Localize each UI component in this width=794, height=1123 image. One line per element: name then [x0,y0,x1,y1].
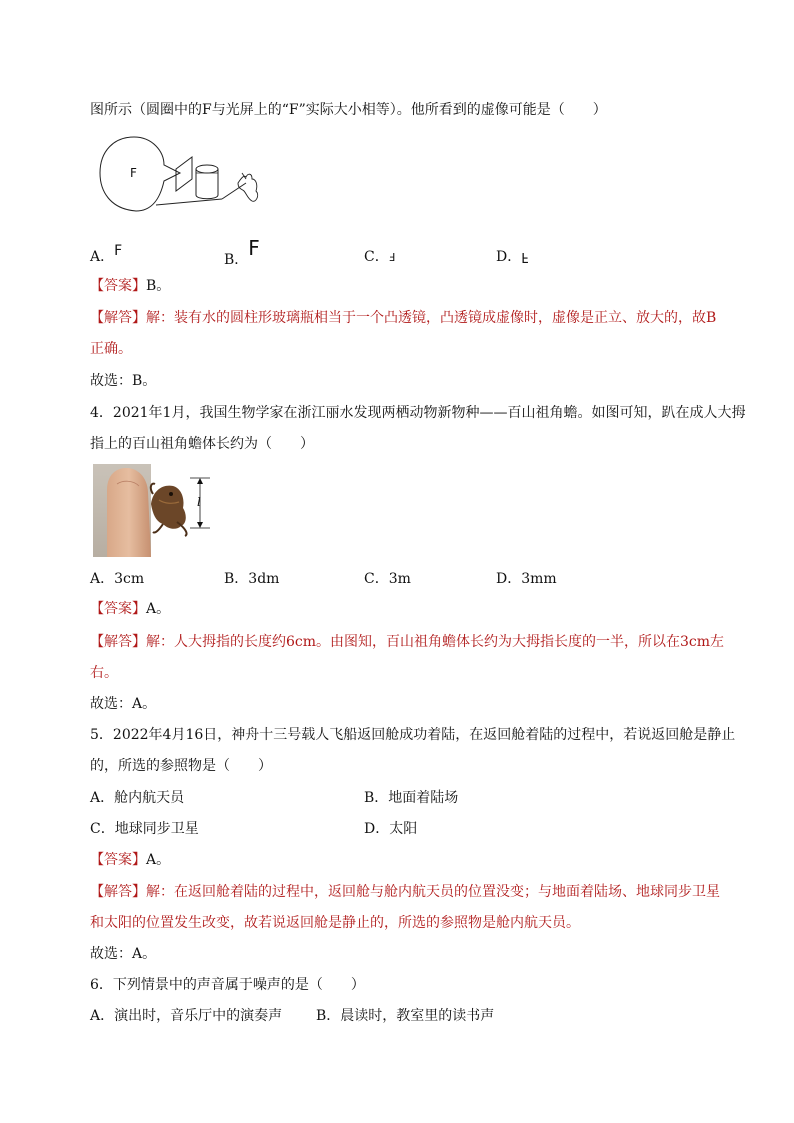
q4-choose: 故选：A。 [90,696,157,712]
q6-option-a: A．演出时，音乐厅中的演奏声 [90,1008,283,1024]
q5-option-a: A．舱内航天员 [90,790,185,806]
q4-figure-thumb-frog [93,464,211,557]
q3-analysis-line2: 正确。 [90,341,132,357]
glyph-f-rotated: F [388,250,396,263]
frog-image [151,486,186,529]
q5-option-c: C．地球同步卫星 [90,821,199,837]
q4-stem-line1: 4．2021年1月，我国生物学家在浙江丽水发现两栖动物新物种——百山祖角蟾。如图可知，趴在成人大拇 [90,405,746,421]
q4-analysis-line2: 右。 [90,665,118,681]
table-edge-1 [156,199,222,205]
q3-stem-tail: 图所示（圆圈中的F与光屏上的“F”实际大小相等）。他所看到的虚像可能是（ ） [90,102,607,118]
q4-answer: 【答案】A。 [90,601,171,617]
q5-answer: 【答案】A。 [90,852,171,868]
q3-option-d: D．F [496,247,529,268]
q5-analysis-line2: 和太阳的位置发生改变，故若说返回舱是静止的，所选的参照物是舱内航天员。 [90,915,580,931]
glyph-f-enlarged: F [248,236,260,260]
q4-option-d: D．3mm [496,571,557,587]
q3-option-b: B．F [224,236,260,268]
bottle-top [196,165,218,173]
q6-stem-line1: 6．下列情景中的声音属于噪声的是（ ） [90,977,365,993]
glyph-f-normal: F [114,243,123,259]
q4-option-b: B．3dm [224,571,280,587]
q4-analysis-line1: 【解答】解：人大拇指的长度约6cm。由图知，百山祖角蟾体长约为大拇指长度的一半，所以在3cm左 [90,634,725,650]
glyph-f-flipped: F [521,249,529,264]
q3-option-a: A．F [90,243,123,265]
q5-stem-line2: 的，所选的参照物是（ ） [90,758,272,774]
table-edge-2 [222,183,246,199]
q4-option-a: A．3cm [90,571,145,587]
q5-analysis-line1: 【解答】解：在返回舱着陆的过程中，返回舱与舱内航天员的位置没变；与地面着陆场、地球同步卫星 [90,884,720,900]
q3-analysis-line1: 【解答】解：装有水的圆柱形玻璃瓶相当于一个凸透镜，凸透镜成虚像时，虚像是正立、放大的，故B [90,310,717,326]
q3-figure-lens-setup [96,133,276,223]
hand-icon [238,174,258,201]
q5-stem-line1: 5．2022年4月16日，神舟十三号载人飞船返回舱成功着陆，在返回舱着陆的过程中，若说返回舱是静止 [90,727,736,743]
q3-answer: 【答案】B。 [90,278,171,294]
q3-option-c: C．F [364,247,395,268]
q4-stem-line2: 指上的百山祖角蟾体长约为（ ） [90,436,314,452]
circle-letter-f: F [130,166,137,180]
length-label: l [197,495,201,509]
q5-choose: 故选：A。 [90,946,157,962]
q3-choose: 故选：B。 [90,373,157,389]
q4-option-c: C．3m [364,571,411,587]
q5-option-d: D．太阳 [364,821,418,837]
thought-circle [100,137,180,211]
q5-option-b: B．地面着陆场 [364,790,459,806]
q6-option-b: B．晨读时，教室里的读书声 [316,1008,495,1024]
